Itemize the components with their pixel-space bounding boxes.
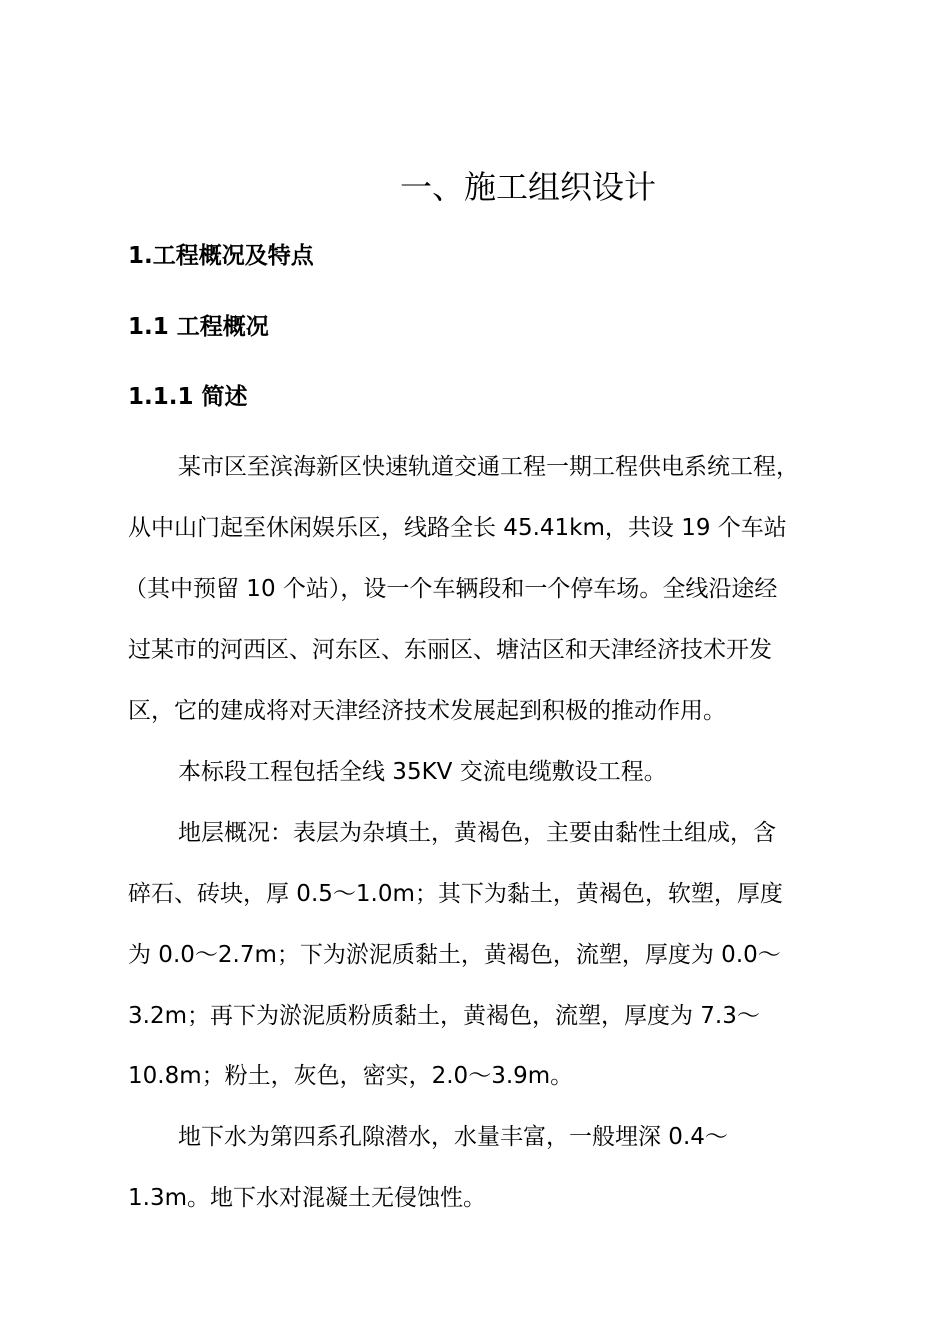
section-heading-1-1-1: 1.1.1 简述 — [128, 384, 248, 410]
paragraph-line: 从中山门起至休闲娱乐区，线路全长 45.41km，共设 19 个车站 — [128, 515, 787, 541]
paragraph-line: 本标段工程包括全线 35KV 交流电缆敷设工程。 — [178, 759, 667, 785]
paragraph-line: 地层概况：表层为杂填土，黄褐色，主要由黏性土组成，含 — [178, 820, 776, 846]
paragraph-line: （其中预留 10 个站），设一个车辆段和一个停车场。全线沿途经 — [124, 576, 778, 602]
paragraph-line: 3.2m；再下为淤泥质粉质黏土，黄褐色，流塑，厚度为 7.3～ — [128, 1003, 760, 1029]
paragraph-line: 为 0.0～2.7m；下为淤泥质黏土，黄褐色，流塑，厚度为 0.0～ — [128, 942, 781, 968]
paragraph-line: 地下水为第四系孔隙潜水，水量丰富，一般埋深 0.4～ — [178, 1124, 728, 1150]
paragraph-line: 1.3m。地下水对混凝土无侵蚀性。 — [128, 1185, 486, 1211]
paragraph-line: 过某市的河西区、河东区、东丽区、塘沽区和天津经济技术开发 — [128, 637, 772, 663]
paragraph-line: 碎石、砖块，厚 0.5～1.0m；其下为黏土，黄褐色，软塑，厚度 — [128, 881, 783, 907]
paragraph-line: 某市区至滨海新区快速轨道交通工程一期工程供电系统工程， — [178, 454, 799, 480]
section-heading-1: 1.工程概况及特点 — [128, 243, 314, 269]
paragraph-line: 区，它的建成将对天津经济技术发展起到积极的推动作用。 — [128, 698, 726, 724]
document-title: 一、施工组织设计 — [399, 168, 656, 206]
section-heading-1-1: 1.1 工程概况 — [128, 314, 269, 340]
paragraph-line: 10.8m；粉土，灰色，密实，2.0～3.9m。 — [128, 1063, 574, 1089]
